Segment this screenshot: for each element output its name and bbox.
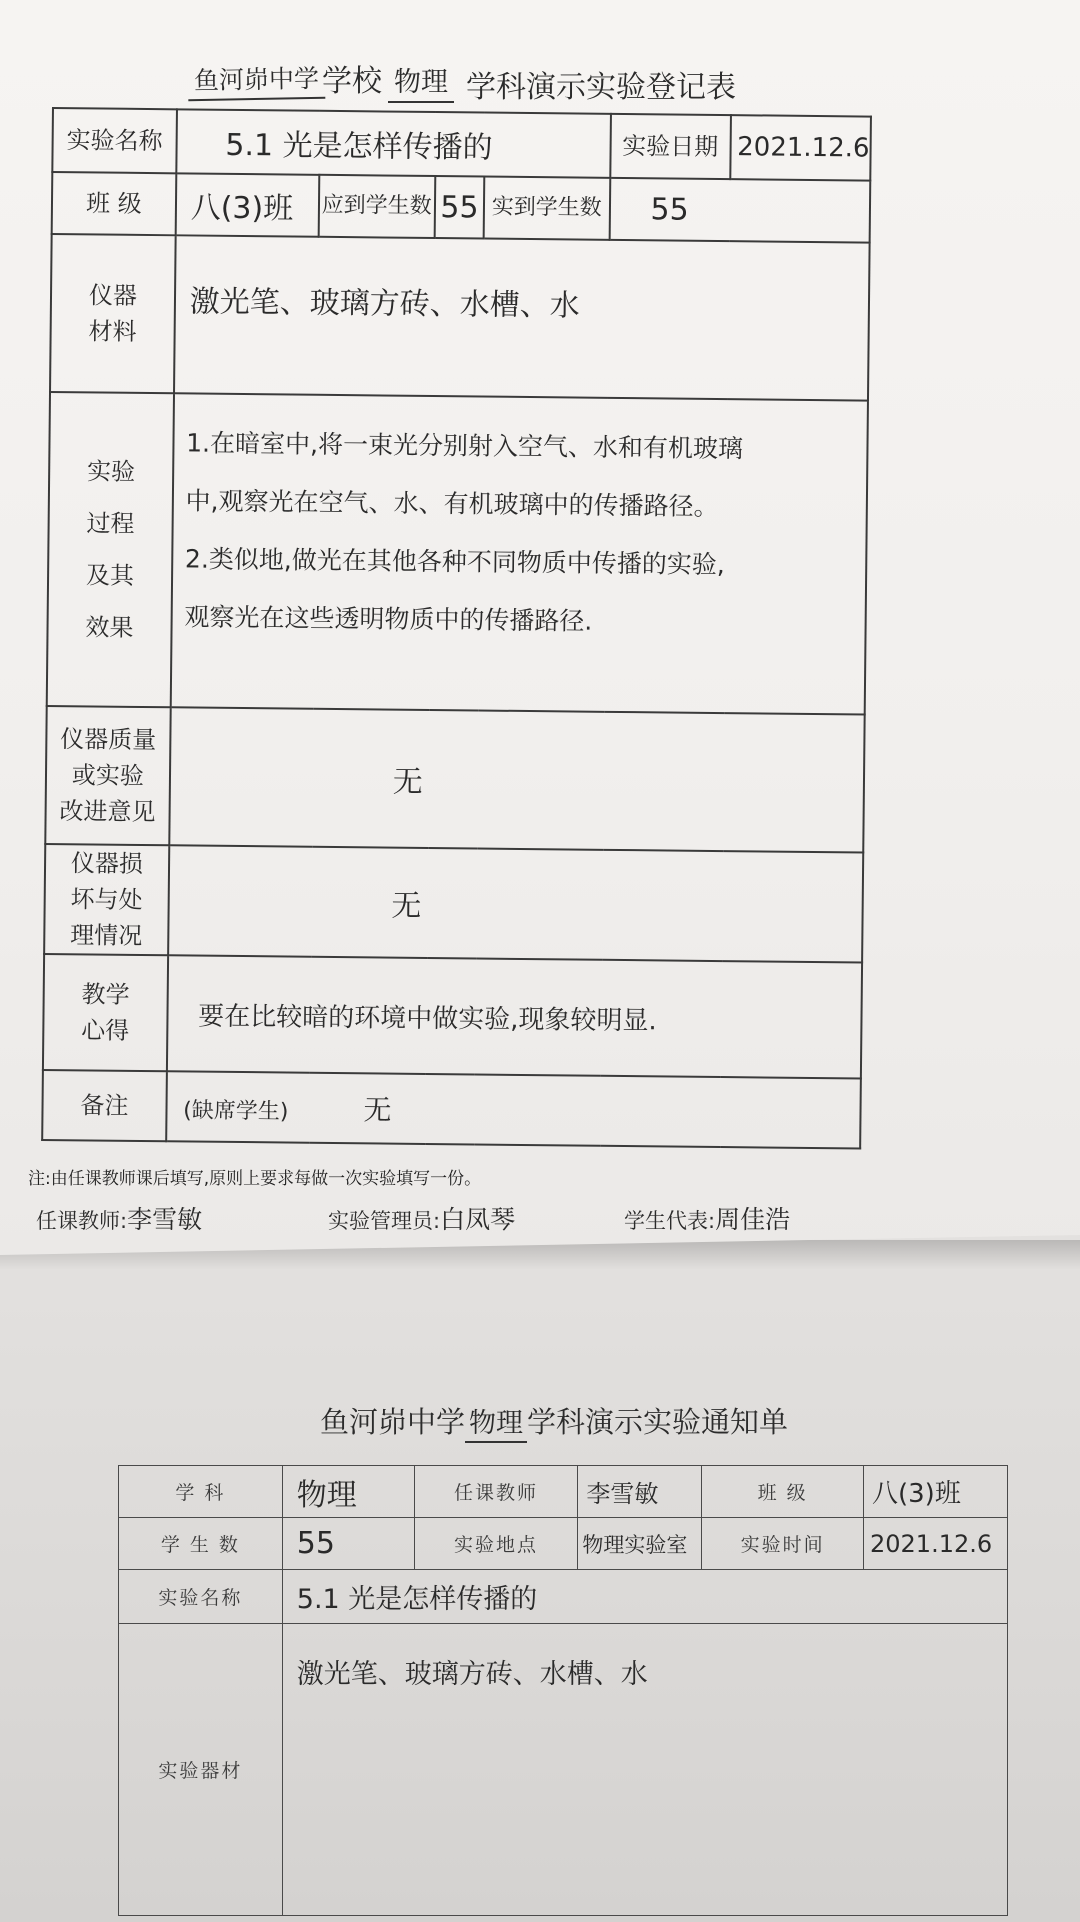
- damage-label: [44, 844, 169, 955]
- notice-class-value: 八(3)班: [864, 1466, 1008, 1518]
- notice-title-subject: 物理: [465, 1408, 527, 1443]
- insight-label: [43, 954, 168, 1071]
- manager-signature: [328, 1200, 515, 1236]
- insight-label-line2: 心得: [81, 1016, 130, 1045]
- class-label: 班 级: [52, 172, 176, 235]
- quality-label-line3: 改进意见: [59, 797, 156, 827]
- exp-date-label: 实验日期: [610, 114, 731, 179]
- process-label: [47, 392, 174, 707]
- notice-exp-name-value: 5.1 光是怎样传播的: [282, 1570, 1007, 1624]
- notice-exp-name-label: 实验名称: [119, 1570, 283, 1624]
- student-rep-label: 学生代表:: [624, 1209, 716, 1233]
- notice-time-value: 2021.12.6: [864, 1518, 1008, 1570]
- notice-subject-value: 物理: [282, 1466, 414, 1518]
- register-title-part2: 学科演示实验登记表: [466, 70, 736, 105]
- quality-label-line1: 仪器质量: [60, 725, 157, 755]
- equipment-value: 激光笔、玻璃方砖、水槽、水: [174, 235, 870, 400]
- notice-students-value: 55: [282, 1518, 414, 1570]
- quality-label-line2: 或实验: [71, 761, 145, 790]
- register-title-school: 鱼河峁中学: [188, 59, 326, 101]
- quality-value: 无: [169, 707, 865, 852]
- teacher-signature: [36, 1200, 202, 1236]
- notice-table: [118, 1465, 1008, 1916]
- class-value: 八(3)班: [175, 173, 319, 236]
- notice-location-label: 实验地点: [414, 1518, 578, 1570]
- process-value: [170, 393, 868, 714]
- process-label-line2: 过程: [86, 509, 135, 538]
- actual-students-value: 55: [609, 178, 870, 243]
- damage-label-line2: 坏与处: [70, 885, 143, 914]
- damage-value: 无: [168, 845, 863, 962]
- register-table: [41, 107, 872, 1150]
- damage-label-line1: 仪器损: [70, 849, 144, 878]
- notice-title: [320, 1400, 788, 1441]
- equipment-label-line2: 材料: [88, 317, 137, 346]
- manager-value: 白凤琴: [440, 1205, 516, 1234]
- process-label-line1: 实验: [86, 457, 136, 486]
- process-line-2: 中,观察光在空气、水、有机玻璃中的传播路径。: [185, 486, 719, 522]
- exp-name-label: 实验名称: [52, 108, 176, 173]
- notice-teacher-value: 李雪敏: [578, 1466, 702, 1518]
- expected-students-label: 应到学生数: [318, 175, 435, 238]
- insight-label-line1: 教学: [81, 980, 130, 1009]
- register-title-subject: 物理: [388, 60, 454, 103]
- process-label-line3: 及其: [85, 561, 135, 590]
- quality-label: [45, 706, 170, 845]
- notice-time-label: 实验时间: [702, 1518, 864, 1570]
- process-line-3: 2.类似地,做光在其他各种不同物质中传播的实验,: [184, 544, 725, 580]
- insight-value: 要在比较暗的环境中做实验,现象较明显.: [167, 955, 862, 1078]
- register-title-part1: 学校: [322, 64, 382, 99]
- remark-value: 无: [363, 1093, 392, 1127]
- process-line-4: 观察光在这些透明物质中的传播路径.: [184, 602, 593, 636]
- damage-label-line3: 理情况: [70, 921, 143, 950]
- notice-location-value: 物理实验室: [578, 1518, 702, 1570]
- process-label-line4: 效果: [85, 613, 134, 642]
- remark-label: 备注: [42, 1070, 166, 1141]
- notice-students-label: 学 生 数: [119, 1518, 283, 1570]
- notice-class-label: 班 级: [702, 1466, 864, 1518]
- exp-date-value: 2021.12.6: [730, 115, 871, 180]
- notice-equipment-value: 激光笔、玻璃方砖、水槽、水: [282, 1624, 1007, 1916]
- manager-label: 实验管理员:: [328, 1209, 441, 1233]
- teacher-value: 李雪敏: [127, 1205, 203, 1234]
- equipment-label-line1: 仪器: [88, 281, 138, 310]
- actual-students-label: 实到学生数: [484, 177, 610, 240]
- register-note: 注:由任课教师课后填写,原则上要求每做一次实验填写一份。: [28, 1169, 482, 1189]
- student-rep-signature: [624, 1200, 790, 1236]
- notice-title-school: 鱼河峁中学: [320, 1405, 466, 1439]
- notice-title-tail: 学科演示实验通知单: [527, 1405, 789, 1439]
- student-rep-value: 周佳浩: [715, 1205, 791, 1234]
- notice-equipment-label: 实验器材: [119, 1624, 283, 1916]
- equipment-label: [50, 234, 175, 393]
- remark-cell: [166, 1071, 861, 1148]
- notice-teacher-label: 任课教师: [414, 1466, 578, 1518]
- process-line-1: 1.在暗室中,将一束光分别射入空气、水和有机玻璃: [186, 428, 744, 464]
- notice-subject-label: 学 科: [119, 1466, 283, 1518]
- exp-name-value: 5.1 光是怎样传播的: [176, 109, 610, 178]
- expected-students-value: 55: [434, 176, 484, 239]
- remark-prefix: (缺席学生): [183, 1098, 289, 1125]
- teacher-label: 任课教师:: [36, 1209, 128, 1233]
